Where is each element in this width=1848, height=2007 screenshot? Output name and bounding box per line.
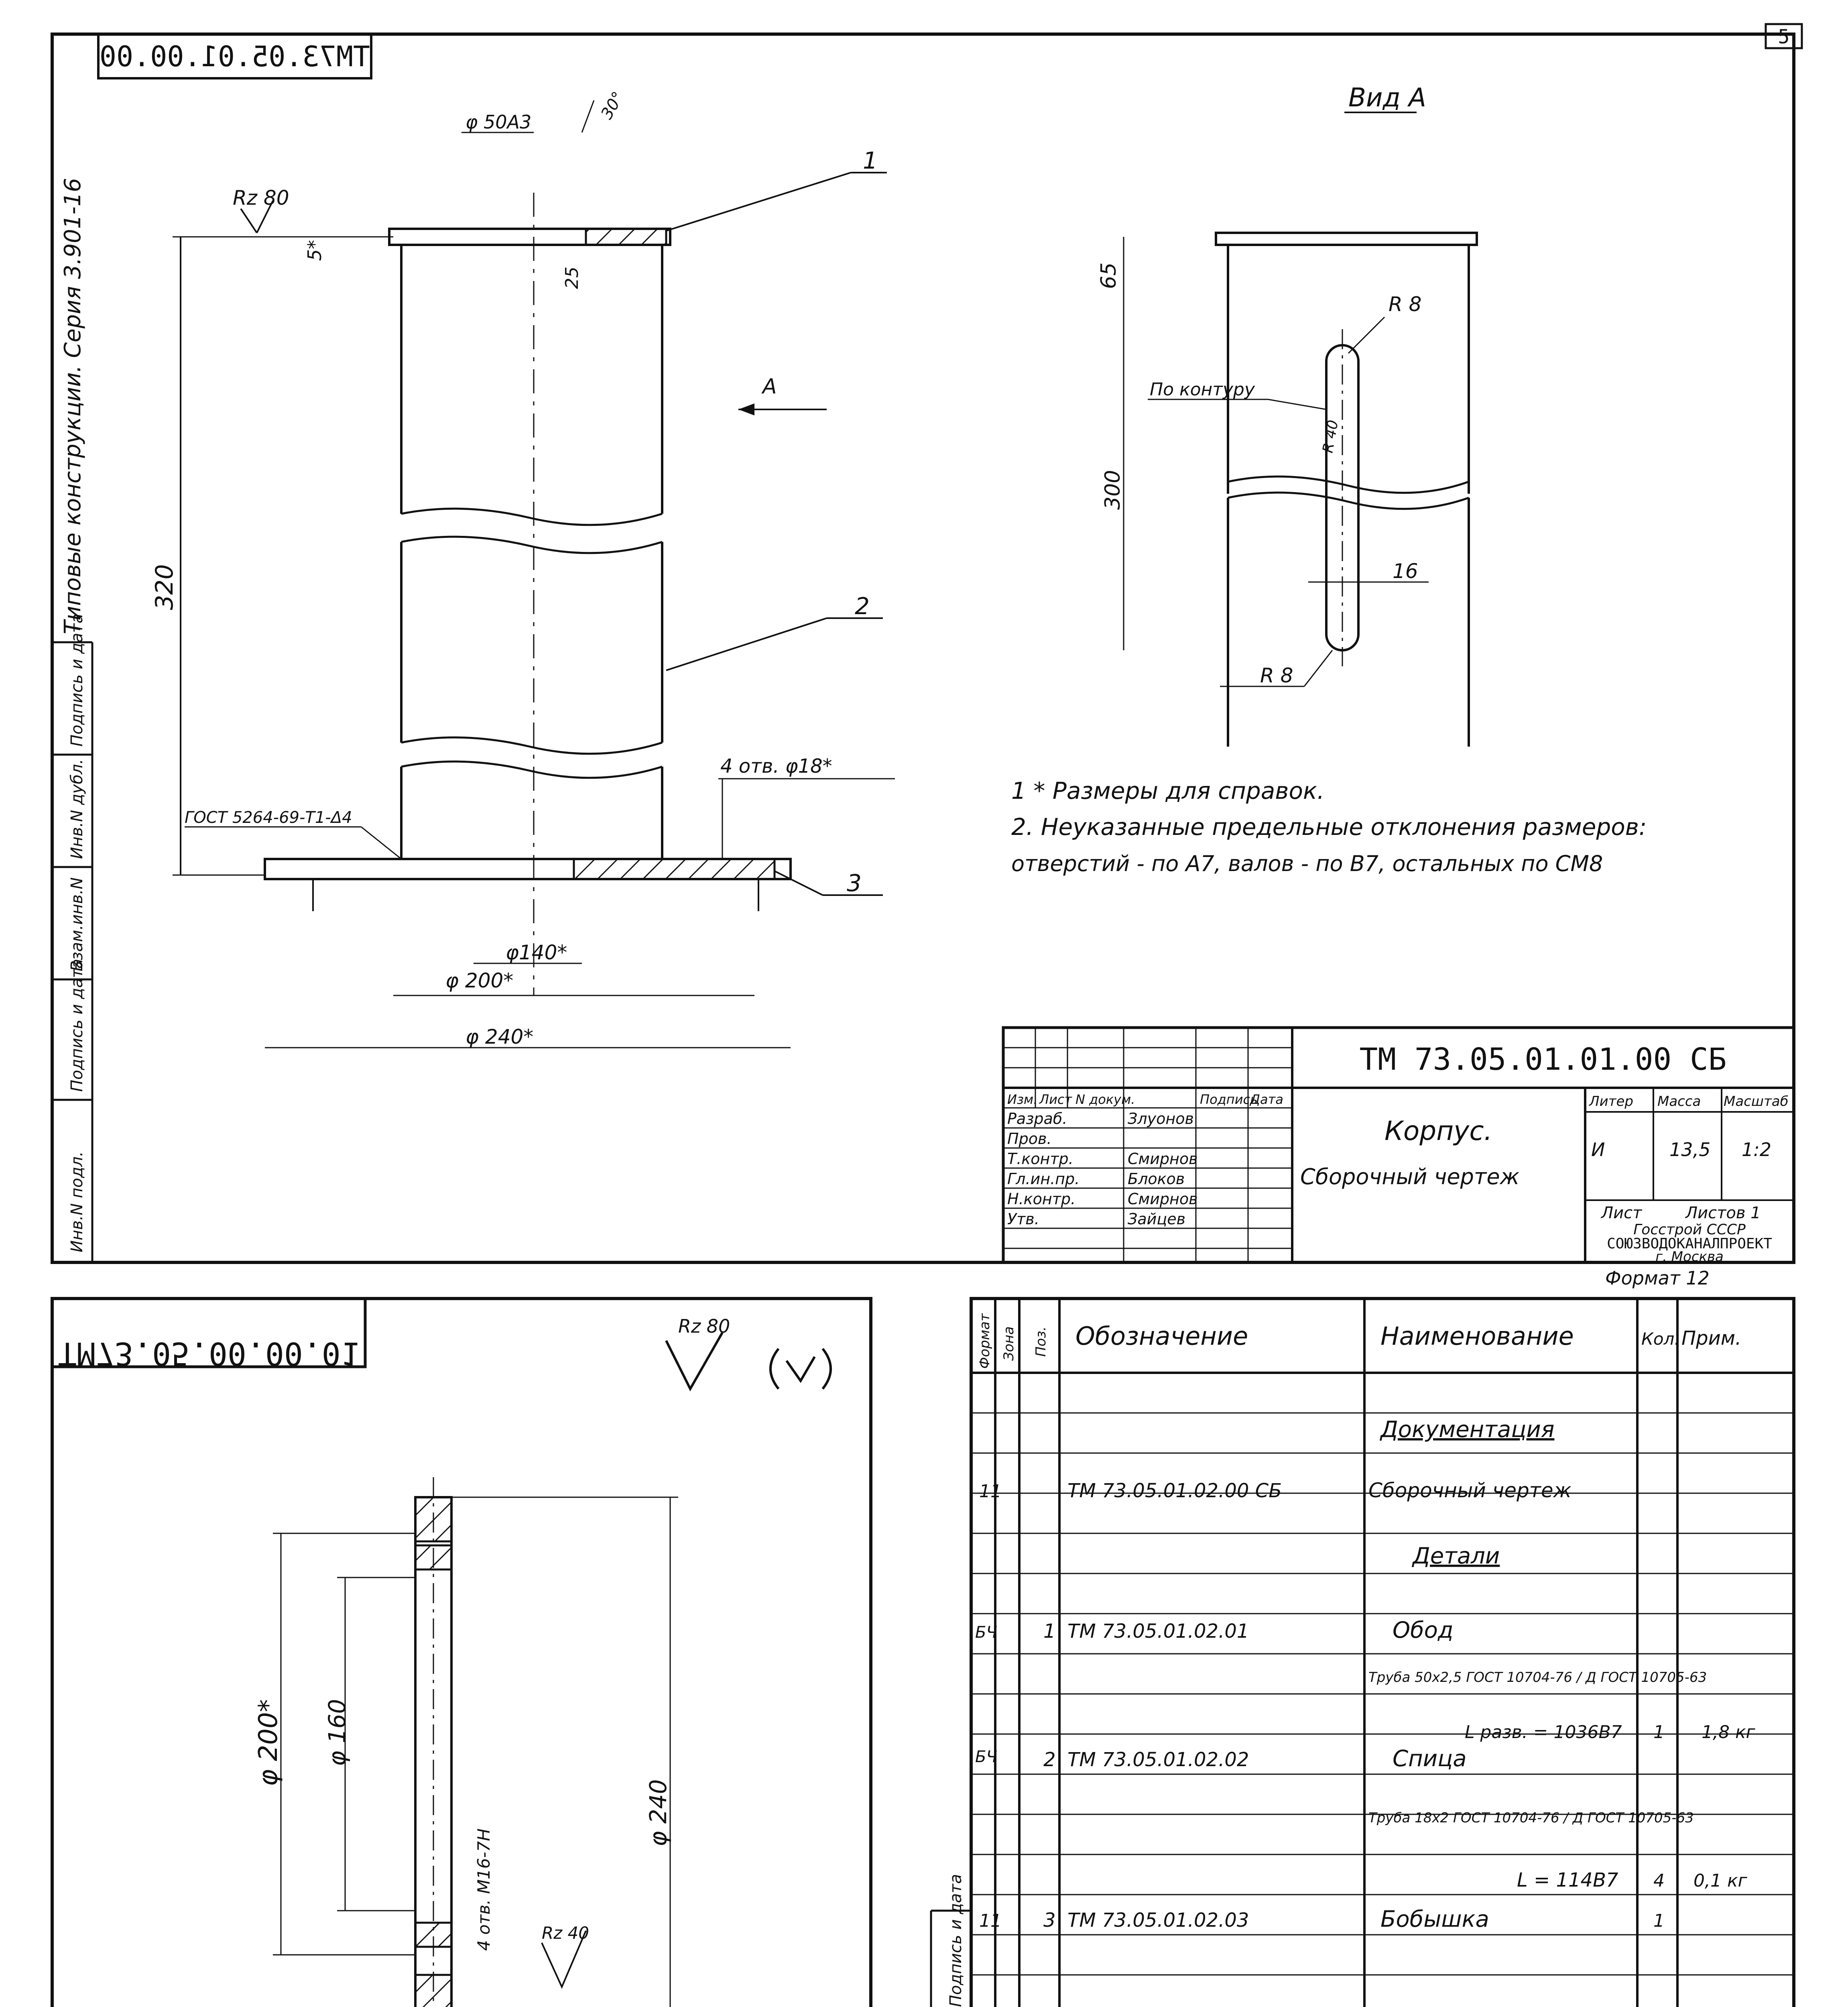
spec-r1-format: 11 bbox=[979, 1481, 1002, 1502]
spec-r9-format: 11 bbox=[979, 1911, 1002, 1931]
rz80-label: Rz 80 bbox=[233, 186, 289, 210]
spec-r0-name: Документация bbox=[1380, 1417, 1555, 1443]
stamp-field-3: Взам.инв.N bbox=[68, 877, 86, 971]
spec-table bbox=[971, 1299, 1794, 2007]
leader-2: 2 bbox=[855, 592, 870, 620]
tb1-role-4: Н.контр. bbox=[1007, 1190, 1076, 1208]
spec-r9-code: ТМ 73.05.01.02.03 bbox=[1067, 1909, 1249, 1932]
flange-phi240: φ 240 bbox=[644, 1779, 672, 1846]
leader-1: 1 bbox=[863, 147, 878, 174]
phi140-label: φ140* bbox=[506, 941, 567, 964]
view-a-title: Вид А bbox=[1348, 83, 1426, 113]
tb1-scale: 1:2 bbox=[1742, 1139, 1772, 1160]
tb1-name-2: Смирнов bbox=[1128, 1150, 1198, 1168]
arrow-a-label: А bbox=[762, 375, 777, 399]
r8-top-label: R 8 bbox=[1389, 293, 1422, 316]
weld-label: ГОСТ 5264-69-Т1-Δ4 bbox=[185, 808, 352, 827]
tb1-h-list: Лист bbox=[1039, 1092, 1072, 1107]
tb1-name-4: Смирнов bbox=[1128, 1190, 1198, 1208]
spec-r8-qty: 4 bbox=[1653, 1871, 1665, 1891]
sheet-2-frame bbox=[52, 1299, 871, 2007]
spec-r3-pos: 1 bbox=[1043, 1620, 1056, 1643]
spec-r7-name: Труба 18х2 ГОСТ 10704-76 / Д ГОСТ 10705-63 bbox=[1368, 1810, 1694, 1826]
dim320-label: 320 bbox=[150, 564, 179, 610]
spec-r4-name: Труба 50х2,5 ГОСТ 10704-76 / Д ГОСТ 10705-63 bbox=[1368, 1669, 1707, 1685]
tb1-litera: И bbox=[1591, 1139, 1605, 1160]
stamp-field-2: Инв.N дубл. bbox=[68, 759, 86, 859]
spec-r5-qty: 1 bbox=[1653, 1722, 1665, 1742]
tb1-role-5: Утв. bbox=[1007, 1210, 1039, 1228]
spec-r6-code: ТМ 73.05.01.02.02 bbox=[1067, 1748, 1249, 1771]
sheet-1-format: Формат 12 bbox=[1605, 1267, 1710, 1289]
korpus-section-view bbox=[150, 89, 895, 1048]
tb1-role-3: Гл.ин.пр. bbox=[1007, 1170, 1080, 1188]
dim25-label: 25 bbox=[562, 267, 582, 289]
tb1-col-scale: Масштаб bbox=[1724, 1093, 1789, 1109]
tb1-org2: СОЮЗВОДОКАНАЛПРОЕКТ bbox=[1607, 1236, 1772, 1252]
tb1-role-2: Т.контр. bbox=[1007, 1150, 1073, 1168]
spec-r2-name: Детали bbox=[1413, 1543, 1500, 1569]
page-number: 5 bbox=[1778, 26, 1790, 48]
r40-label: R 40 bbox=[1319, 419, 1342, 454]
tb1-mass: 13,5 bbox=[1669, 1139, 1711, 1160]
tb1-col-litera: Литер bbox=[1589, 1093, 1633, 1109]
holes-label: 4 отв. φ18* bbox=[720, 755, 832, 778]
sheet-2-flanets bbox=[52, 1299, 871, 2007]
spec-h-note: Прим. bbox=[1681, 1327, 1742, 1350]
phi240-label: φ 240* bbox=[466, 1025, 534, 1048]
dim300-label: 300 bbox=[1101, 470, 1125, 510]
tb1-role-0: Разраб. bbox=[1007, 1110, 1067, 1128]
s3-stamp-1: Подпись и дата bbox=[947, 1874, 965, 2007]
tb1-name-5: Зайцев bbox=[1128, 1210, 1185, 1228]
dim5-label: 5* bbox=[304, 240, 325, 261]
spec-r6-pos: 2 bbox=[1043, 1748, 1056, 1771]
view-a bbox=[1097, 83, 1477, 747]
spec-h-format: Формат bbox=[977, 1313, 993, 1369]
spec-r1-name: Сборочный чертеж bbox=[1368, 1479, 1572, 1502]
spec-r6-name: Спица bbox=[1393, 1746, 1467, 1772]
tb1-org3: г. Москва bbox=[1655, 1249, 1724, 1265]
phi200-label: φ 200* bbox=[445, 969, 514, 992]
sheet-1-korpus bbox=[52, 24, 1802, 1289]
tb1-org1: Госстрой СССР bbox=[1633, 1221, 1746, 1238]
spec-h-pos: Поз. bbox=[1033, 1326, 1049, 1357]
tb1-h-doc: N докум. bbox=[1075, 1092, 1135, 1107]
flange-phi200: φ 200* bbox=[254, 1699, 283, 1786]
flange-holes: 4 отв. М16-7Н bbox=[474, 1828, 494, 1951]
spec-h-name: Наименование bbox=[1380, 1321, 1574, 1351]
sheet-2-rz: Rz 80 bbox=[678, 1315, 730, 1337]
spec-r5-name: L разв. = 1036В7 bbox=[1465, 1722, 1622, 1742]
tb1-name-3: Блоков bbox=[1128, 1170, 1185, 1188]
stamp-field-1: Подпись и дата bbox=[68, 613, 86, 747]
tb1-sheets: Листов 1 bbox=[1685, 1204, 1761, 1222]
sheet-1-note-1: 1 * Размеры для справок. bbox=[1011, 777, 1325, 804]
spec-r9-pos: 3 bbox=[1043, 1909, 1056, 1932]
spec-r8-note: 0,1 кг bbox=[1693, 1871, 1747, 1891]
sheet-1-note-3: отверстий - по А7, валов - по В7, остальных по СМ8 bbox=[1011, 851, 1603, 876]
spec-r5-note: 1,8 кг bbox=[1702, 1722, 1755, 1742]
tb1-sheet: Лист bbox=[1601, 1204, 1642, 1222]
stamp-field-5: Инв.N подл. bbox=[68, 1151, 86, 1252]
spec-r3-name: Обод bbox=[1393, 1617, 1454, 1643]
tb1-h-izm: Изм. bbox=[1007, 1092, 1038, 1107]
spec-r3-format: БЧ bbox=[975, 1623, 997, 1642]
sheet-3-frame bbox=[971, 1299, 1794, 2007]
tb1-role-1: Пров. bbox=[1007, 1130, 1052, 1148]
spec-h-qty: Кол. bbox=[1641, 1329, 1680, 1349]
stamp-field-4: Подпись и дата bbox=[68, 959, 86, 1092]
spec-r9-qty: 1 bbox=[1653, 1911, 1665, 1931]
flange-phi160: φ 160 bbox=[323, 1699, 351, 1766]
sheet-3-spec bbox=[931, 1299, 1794, 2007]
spec-h-zone: Зона bbox=[1001, 1326, 1017, 1361]
spec-r3-code: ТМ 73.05.01.02.01 bbox=[1067, 1620, 1249, 1643]
angle30-label: 30° bbox=[597, 88, 628, 122]
flange-rz40: Rz 40 bbox=[542, 1923, 590, 1943]
po-konturu-label: По контуру bbox=[1150, 379, 1255, 400]
sheet-1-title-block bbox=[1003, 1028, 1794, 1265]
tb1-doc-type: Сборочный чертеж bbox=[1300, 1164, 1520, 1189]
series-inscription: Типовые конструкции. Серия 3.901-16 bbox=[60, 178, 86, 634]
flange-section bbox=[254, 1477, 678, 2007]
leader-3: 3 bbox=[847, 869, 862, 897]
tb1-h-sign: Подпись bbox=[1200, 1092, 1258, 1107]
sheet-1-frame bbox=[52, 34, 1794, 1262]
spec-r1-code: ТМ 73.05.01.02.00 СБ bbox=[1067, 1480, 1282, 1502]
phi50-label: φ 50А3 bbox=[466, 111, 532, 133]
sheet-2-mirrored-code: ТМ73.05.00.00.01 bbox=[58, 1335, 360, 1371]
dim16-label: 16 bbox=[1393, 560, 1418, 583]
spec-r8-name: L = 114В7 bbox=[1517, 1869, 1618, 1891]
spec-r9-name: Бобышка bbox=[1380, 1906, 1489, 1932]
tb1-h-date: Дата bbox=[1250, 1092, 1283, 1107]
spec-h-code: Обозначение bbox=[1075, 1321, 1248, 1351]
r8-bottom-label: R 8 bbox=[1260, 664, 1293, 687]
sheet-1-mirrored-code: ТМ73.05.01.00.00 bbox=[99, 40, 370, 73]
tb1-col-mass: Масса bbox=[1657, 1093, 1701, 1109]
tb1-name-0: Злуонов bbox=[1128, 1110, 1194, 1128]
sheet-1-note-2: 2. Неуказанные предельные отклонения размеров: bbox=[1011, 813, 1647, 841]
dim65-label: 65 bbox=[1097, 262, 1121, 289]
tb1-code: ТМ 73.05.01.01.00 СБ bbox=[1359, 1041, 1727, 1077]
tb1-name: Корпус. bbox=[1384, 1115, 1492, 1146]
spec-r6-format: БЧ bbox=[975, 1748, 997, 1766]
